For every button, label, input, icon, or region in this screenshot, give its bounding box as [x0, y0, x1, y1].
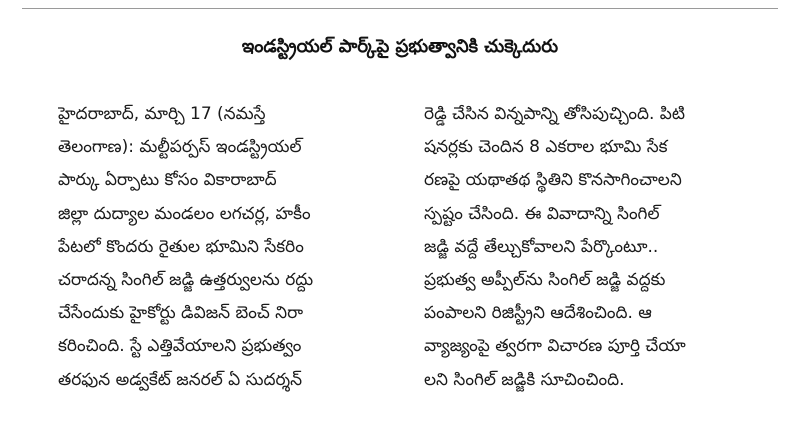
body-line: స్పష్టం చేసింది. ఈ వివాదాన్ని సింగిల్	[424, 203, 660, 224]
body-line: రణపై యథాతథ స్థితిని కొనసాగించాలని	[424, 170, 682, 191]
body-line: కరించింది. స్టే ఎత్తివేయాలని ప్రభుత్వం	[58, 336, 302, 357]
article-column-right	[424, 98, 772, 397]
headline: ఇండస్ట్రియల్ పార్క్‌పై ప్రభుత్వానికి చుక్కెదురు	[241, 36, 559, 57]
body-line: చేసేందుకు హైకోర్టు డివిజన్ బెంచ్ నిరా	[58, 303, 304, 324]
top-rule	[22, 8, 778, 9]
body-line: జడ్జి వద్దే తేల్చుకోవాలని పేర్కొంటూ..	[424, 236, 659, 257]
article-column-left	[58, 98, 398, 397]
body-line: పార్కు ఏర్పాటు కోసం వికారాబాద్	[58, 170, 277, 191]
body-line: హైదరాబాద్, మార్చి 17 (నమస్తే	[58, 104, 266, 124]
body-line: చరాదన్న సింగిల్ జడ్జి ఉత్తర్వులను రద్దు	[58, 269, 314, 290]
body-line: ప్రభుత్వ అప్పీల్‌ను సింగిల్ జడ్జి వద్దకు	[424, 269, 666, 290]
body-line: రెడ్డి చేసిన విన్నపాన్ని తోసిపుచ్చింది. పిటి	[424, 104, 685, 124]
body-line: తెలంగాణ): మల్టీపర్పస్ ఇండస్ట్రియల్	[58, 137, 302, 158]
body-line: వ్యాజ్యంపై త్వరగా విచారణ పూర్తి చేయా	[424, 336, 686, 357]
body-line: జిల్లా దుద్యాల మండలం లగచర్ల, హకీం	[58, 203, 311, 224]
body-line: షనర్లకు చెందిన 8 ఎకరాల భూమి సేక	[424, 137, 668, 158]
body-line: పంపాలని రిజిస్ట్రీని ఆదేశించింది. ఆ	[424, 303, 652, 324]
body-line: పేటలో కొందరు రైతుల భూమిని సేకరిం	[58, 236, 304, 257]
body-line: లని సింగిల్ జడ్జికి సూచించింది.	[424, 369, 625, 390]
body-line: తరఫున అడ్వకేట్ జనరల్ ఏ సుదర్శన్	[58, 369, 303, 390]
